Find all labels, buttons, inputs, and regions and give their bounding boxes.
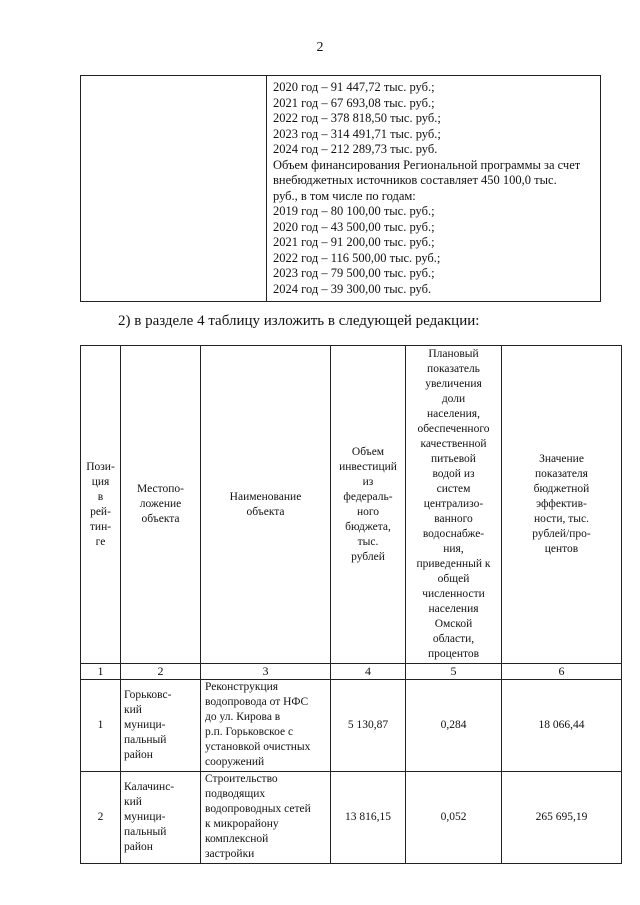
header-investment: Объем инвестиций из федераль- ного бюджета, тыс. рублей	[331, 346, 406, 664]
row-object-name: Реконструкция водопровода от НФС до ул. Кирова в р.п. Горьковское с установкой очистных сооружений	[201, 680, 331, 772]
column-number: 2	[121, 664, 201, 680]
row-efficiency: 18 066,44	[502, 680, 622, 772]
financing-line: 2020 год – 91 447,72 тыс. руб.;	[273, 80, 435, 94]
header-object-name: Наименование объекта	[201, 346, 331, 664]
financing-line: 2019 год – 80 100,00 тыс. руб.;	[273, 204, 435, 218]
financing-text-cell	[267, 76, 601, 302]
column-number: 5	[406, 664, 502, 680]
row-position: 2	[81, 772, 121, 864]
financing-label-cell	[81, 76, 267, 302]
financing-line: руб., в том числе по годам:	[273, 188, 416, 203]
financing-line: 2020 год – 43 500,00 тыс. руб.;	[273, 219, 435, 234]
column-number: 3	[201, 664, 331, 680]
header-location: Местопо- ложение объекта	[121, 346, 201, 664]
table-row	[81, 772, 622, 864]
row-indicator: 0,284	[406, 680, 502, 772]
financing-line: 2021 год – 91 200,00 тыс. руб.;	[273, 235, 435, 249]
header-efficiency: Значение показателя бюджетной эффектив- ности, тыс. рублей/про- центов	[502, 346, 622, 664]
financing-line: 2024 год – 39 300,00 тыс. руб.	[273, 281, 432, 296]
intro-text: 2) в разделе 4 таблицу изложить в следующей редакции:	[118, 313, 480, 329]
column-number: 6	[502, 664, 622, 680]
financing-line: 2023 год – 79 500,00 тыс. руб.;	[273, 266, 435, 280]
financing-table	[80, 75, 601, 302]
row-efficiency: 265 695,19	[502, 772, 622, 864]
row-investment: 5 130,87	[331, 680, 406, 772]
financing-line: 2021 год – 67 693,08 тыс. руб.;	[273, 95, 435, 110]
financing-line: 2023 год – 314 491,71 тыс. руб.;	[273, 126, 441, 141]
row-location: Калачинс- кий муници- пальный район	[121, 772, 201, 864]
row-indicator: 0,052	[406, 772, 502, 864]
column-number-row	[81, 664, 622, 680]
row-investment: 13 816,15	[331, 772, 406, 864]
row-location: Горьковс- кий муници- пальный район	[121, 680, 201, 772]
column-number: 4	[331, 664, 406, 680]
financing-line: 2024 год – 212 289,73 тыс. руб.	[273, 142, 438, 156]
header-planned-indicator: Плановый показатель увеличения доли населения, обеспеченного качественной питьевой водой из систем централизо- ванного водоснабже- ния, приведенный к общей численности населения Омской области, процентов	[406, 346, 502, 664]
financing-line: 2022 год – 378 818,50 тыс. руб.;	[273, 111, 441, 125]
financing-line: 2022 год – 116 500,00 тыс. руб.;	[273, 250, 441, 265]
row-position: 1	[81, 680, 121, 772]
header-position: Пози- ция в рей- тин- ге	[81, 346, 121, 664]
objects-table	[80, 345, 622, 864]
column-number: 1	[81, 664, 121, 680]
page-number: 2	[316, 40, 324, 55]
row-object-name: Строительство подводящих водопроводных сетей к микрорайону комплексной застройки	[201, 772, 331, 864]
financing-line: Объем финансирования Региональной программы за счет	[273, 157, 581, 172]
table-row	[81, 680, 622, 772]
financing-line: внебюджетных источников составляет 450 100,0 тыс.	[273, 173, 557, 187]
